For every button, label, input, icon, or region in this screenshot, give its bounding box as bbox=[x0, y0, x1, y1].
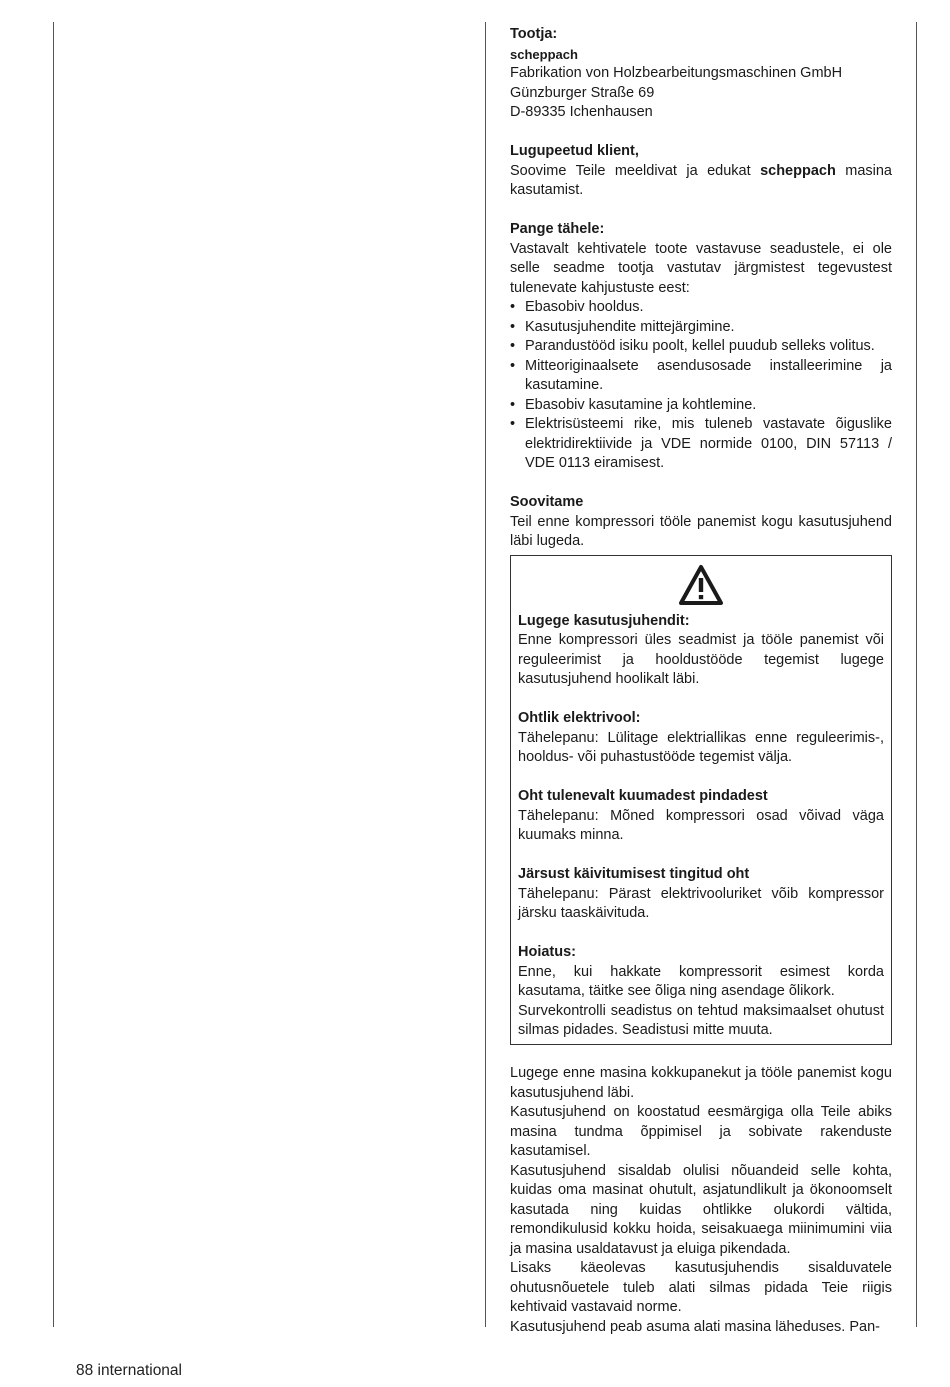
liability-list bbox=[510, 298, 892, 474]
body-paragraph: Kasutusjuhend on koostatud eesmärgiga olla Teile abiks masina tundma õppimisel ja sobivate rakenduste kasutamisel. bbox=[510, 1104, 892, 1159]
manufacturer-line: D-89335 Ichenhausen bbox=[510, 104, 653, 120]
body-paragraph: Kasutusjuhend peab asuma alati masina läheduses. Pan- bbox=[510, 1318, 880, 1335]
greeting-heading: Lugupeetud klient, bbox=[510, 143, 639, 159]
manufacturer-heading: Tootja: bbox=[510, 26, 558, 42]
warning-text: Tähelepanu: Mõned kompressori osad võivad väga kuumaks minna. bbox=[518, 807, 884, 843]
manufacturer-brand: scheppach bbox=[510, 46, 578, 62]
warning-text: Enne kompressori üles seadmist ja tööle panemist või reguleerimist ja hooldustööde tegemist lugege kasutusjuhend hoolikalt läbi. bbox=[518, 632, 884, 687]
manufacturer-line: Günzburger Straße 69 bbox=[510, 84, 655, 101]
list-item: • Ebasobiv hooldus. bbox=[510, 298, 892, 318]
manufacturer-line: Fabrikation von Holzbearbeitungsmaschinen GmbH bbox=[510, 65, 843, 81]
text-column bbox=[510, 25, 892, 1337]
greeting-brand: scheppach bbox=[760, 162, 836, 179]
warning-heading: Ohtlik elektrivool: bbox=[518, 710, 641, 726]
page-footer: 88 international bbox=[76, 1362, 182, 1379]
list-item: • Parandustööd isiku poolt, kellel puudub selleks volitus. bbox=[510, 337, 892, 357]
list-item: • Mitteoriginaalsete asendusosade installeerimine ja kasutamine. bbox=[510, 357, 892, 396]
warning-heading: Hoiatus: bbox=[518, 944, 576, 960]
notice-block bbox=[510, 220, 892, 474]
warning-heading: Oht tulenevalt kuumadest pindadest bbox=[518, 788, 768, 804]
notice-intro: Vastavalt kehtivatele toote vastavuse seadustele, ei ole selle seadme tootja vastutav järgmistest tegevustest tulenevate kahjustuste eest: bbox=[510, 240, 892, 296]
warning-text: Enne, kui hakkate kompressorit esimest korda kasutama, täitke see õliga ning asendage õlikork. bbox=[518, 963, 884, 999]
manufacturer-block bbox=[510, 25, 892, 123]
recommend-block bbox=[510, 493, 892, 552]
warning-text: Tähelepanu: Lülitage elektriallikas enne reguleerimis-, hooldus- või puhastustööde tegemist välja. bbox=[518, 729, 884, 765]
recommend-heading: Soovitame bbox=[510, 494, 584, 510]
list-item: • Elektrisüsteemi rike, mis tuleneb vastavate õiguslike elektridirektiivide ja VDE normide 0100, DIN 57113 / VDE 0113 eiramisest. bbox=[510, 415, 892, 474]
recommend-text: Teil enne kompressori tööle panemist kogu kasutusjuhend läbi lugeda. bbox=[510, 513, 892, 549]
warning-heading: Järsust käivitumisest tingitud oht bbox=[518, 866, 750, 882]
warning-text: Tähelepanu: Pärast elektrivooluriket võib kompressor järsku taaskäivituda. bbox=[518, 885, 884, 921]
safety-warning-box bbox=[510, 555, 892, 1045]
notice-heading: Pange tähele: bbox=[510, 221, 605, 237]
list-item: • Kasutusjuhendite mittejärgimine. bbox=[510, 318, 892, 338]
warning-triangle-icon bbox=[518, 564, 884, 608]
greeting-block bbox=[510, 142, 892, 201]
warning-heading: Lugege kasutusjuhendit: bbox=[518, 612, 690, 629]
list-item: • Ebasobiv kasutamine ja kohtlemine. bbox=[510, 396, 892, 416]
body-text bbox=[510, 1064, 892, 1337]
body-paragraph: Kasutusjuhend sisaldab olulisi nõuandeid selle kohta, kuidas oma masinat ohutult, asjatundlikult ja ökonoomselt kasutada ning kuidas ohtlikke olukordi vältida, remondikulusid kokku hoida, seisakuaega miinimumini viia ja masina usaldatavust ja eluiga pikendada. bbox=[510, 1162, 892, 1257]
body-paragraph: Lisaks käeolevas kasutusjuhendis sisalduvatele ohutusnõuetele tuleb alati silmas pidada Teie riigis kehtivaid vastavaid norme. bbox=[510, 1260, 892, 1315]
body-paragraph: Lugege enne masina kokkupanekut ja tööle panemist kogu kasutusjuhend läbi. bbox=[510, 1065, 892, 1101]
right-margin-rule bbox=[916, 22, 917, 1327]
left-margin-rule bbox=[53, 22, 54, 1327]
greeting-text: Soovime Teile meeldivat ja edukat scheppach masina kasutamist. bbox=[510, 162, 892, 198]
column-divider-rule bbox=[485, 22, 486, 1327]
warning-text: Survekontrolli seadistus on tehtud maksimaalset ohutust silmas pidades. Seadistusi mitte muuta. bbox=[518, 1002, 884, 1038]
